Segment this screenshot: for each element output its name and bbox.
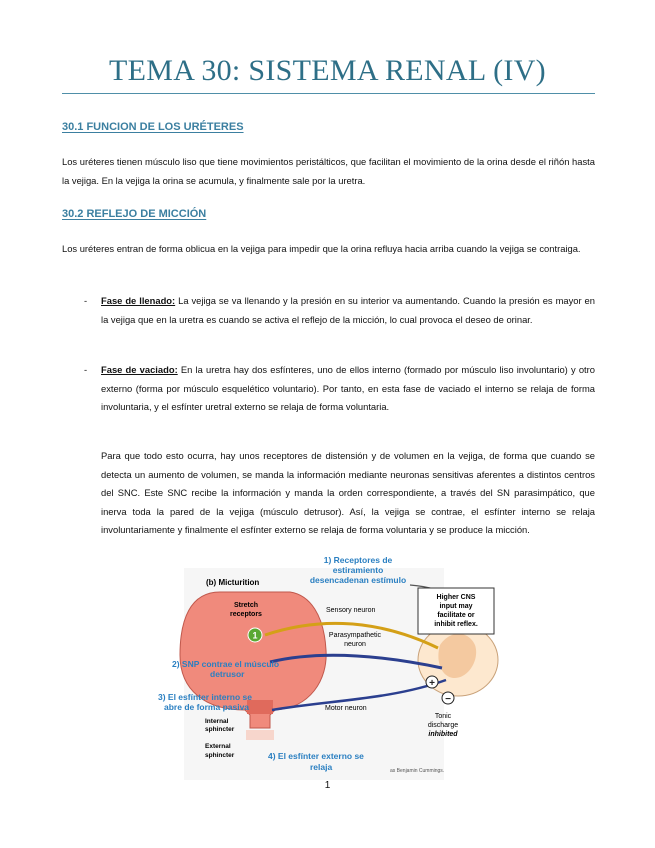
annotation-4: 4) El esfínter externo se — [268, 751, 364, 761]
title-divider — [62, 93, 595, 94]
bullet-lead: Fase de llenado: — [101, 295, 176, 306]
sensory-neuron-label: Sensory neuron — [326, 607, 376, 614]
higher-cns-label: input may — [439, 603, 473, 610]
annotation-2: 2) SNP contrae el músculo — [172, 659, 280, 669]
higher-cns-label: Higher CNS — [436, 594, 476, 601]
figure-credit: as Benjamin Cummings. — [390, 768, 445, 774]
bullet-text: La vejiga se va llenando y la presión en su interior va aumentando. Cuando la presión es mayor en la vejiga que en la uretra es cuando se activa el reflejo de la micción, lo cual provoca el deseo de orinar. — [101, 295, 595, 325]
bullet-dash: - — [84, 364, 88, 375]
external-sphincter-label: External — [205, 743, 231, 750]
tonic-label: discharge — [427, 722, 459, 729]
inhibited-label: inhibited — [428, 731, 458, 738]
section-heading-2: 30.2 REFLEJO DE MICCIÓN — [62, 208, 207, 220]
annotation-1: desencadenan estímulo — [309, 575, 407, 585]
internal-sphincter-label: sphincter — [205, 726, 235, 733]
panel-label: (b) Micturition — [206, 578, 260, 587]
annotation-4: relaja — [310, 762, 333, 772]
tonic-label: Tonic — [434, 713, 452, 720]
motor-neuron-label: Motor neuron — [325, 705, 367, 712]
indented-paragraph: Para que todo esto ocurra, hay unos receptores de distensión y de volumen en la vejiga, de forma que cuando se detecta un aumento de volumen, se manda la información mediante neuronas sensitivas aferentes a distintos centros del SNC. Este SNC recibe la información y manda la orden correspondiente, a través del SN parasimpático, que inerva toda la pared de la vejiga (músculo detrusor). Así, la vejiga se contrae, el esfínter interno se relaja involuntariamente y finalmente el esfínter externo se relaja de forma voluntaria y se produce la micción. — [101, 450, 595, 536]
external-sphincter-shape — [246, 730, 274, 740]
internal-sphincter-shape — [247, 700, 273, 714]
page-title: TEMA 30: SISTEMA RENAL (IV) — [109, 54, 546, 87]
bullet-lead: Fase de vaciado: — [101, 364, 178, 375]
annotation-3: 3) El esfínter interno se — [158, 692, 252, 702]
section-2-text: Los uréteres entran de forma oblicua en la vejiga para impedir que la orina refluya hacia arriba cuando la vejiga se contraiga. — [62, 243, 581, 254]
section-1-text: Los uréteres tienen músculo liso que tiene movimientos peristálticos, que facilitan el movimiento de la orina desde el riñón hasta la vejiga. En la vejiga la orina se acumula, y finalmente sale por la uretra. — [62, 156, 595, 186]
higher-cns-label: facilitate or — [437, 612, 475, 619]
minus-sign: − — [445, 694, 451, 705]
plus-sign: + — [429, 678, 435, 689]
parasympathetic-label: Parasympathetic — [328, 632, 382, 639]
annotation-2: detrusor — [210, 669, 245, 679]
internal-sphincter-label: Internal — [205, 718, 229, 725]
page-number: 1 — [324, 780, 331, 791]
step-badge-label: 1 — [252, 630, 258, 641]
stretch-receptors-label: Stretch — [233, 602, 259, 609]
external-sphincter-label: sphincter — [205, 752, 235, 759]
parasympathetic-label: neuron — [344, 641, 366, 648]
annotation-1: estiramiento — [332, 565, 384, 575]
bullet-emptying-phase — [101, 361, 595, 417]
section-heading-1: 30.1 FUNCION DE LOS URÉTERES — [62, 121, 244, 133]
higher-cns-label: inhibit reflex. — [434, 621, 478, 628]
annotation-1: 1) Receptores de — [323, 555, 393, 565]
bullet-filling-phase — [101, 292, 595, 329]
bullet-text: En la uretra hay dos esfínteres, uno de ellos interno (formado por músculo liso involuntario) y otro externo (forma por músculo esquelético voluntario). Por tanto, en esta fase de vaciado el interno se relaja de forma involuntaria, y el esfínter uretral externo se relaja de forma voluntaria. — [101, 364, 595, 413]
bullet-dash: - — [84, 295, 88, 306]
micturition-figure — [150, 550, 510, 780]
annotation-3: abre de forma pasiva — [164, 702, 250, 712]
stretch-receptors-label: receptors — [230, 611, 262, 618]
